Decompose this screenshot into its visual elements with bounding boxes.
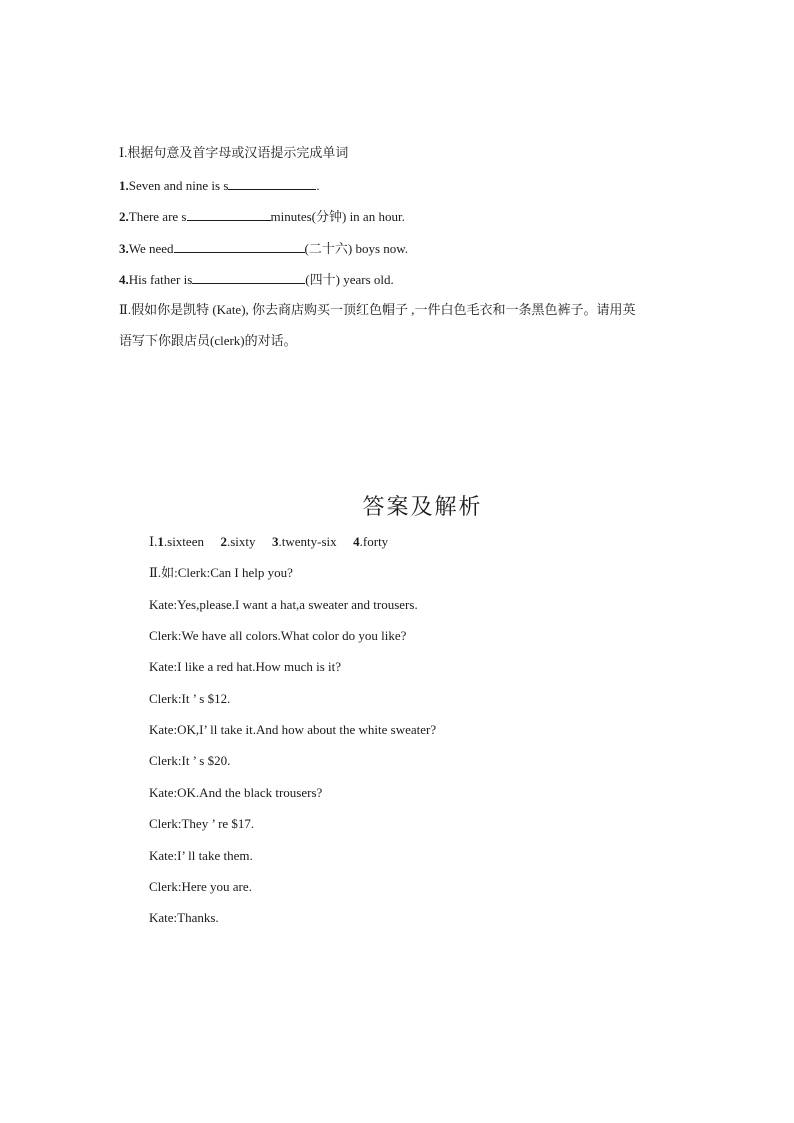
section1-header: Ⅰ.根据句意及首字母或汉语提示完成单词 <box>119 145 349 160</box>
question-text: (二十六) boys now. <box>304 241 409 256</box>
section2-prompt-line1: Ⅱ.假如你是凯特 (Kate), 你去商店购买一顶红色帽子 ,一件白色毛衣和一条黑色裤子。请用英 <box>119 302 636 317</box>
section2-prompt-line2: 语写下你跟店员(clerk)的对话。 <box>119 333 297 348</box>
answers-section2-first: Ⅱ.如:Clerk:Can I help you? <box>149 565 293 580</box>
dialogue-line: Kate:OK,I’ ll take it.And how about the white sweater? <box>149 722 437 737</box>
dialogue-line: Kate:I’ ll take them. <box>149 848 253 863</box>
dialogue-line: Kate:Yes,please.I want a hat,a sweater and trousers. <box>149 597 418 612</box>
answer-text: .forty <box>359 534 389 549</box>
question-text: Seven and nine is s <box>128 178 229 193</box>
question-text: His father is <box>128 272 193 287</box>
answer-number: 3 <box>272 534 279 549</box>
question-4 <box>119 269 394 289</box>
dialogue-line: Clerk:They ’ re $17. <box>149 816 255 831</box>
answers-section1 <box>149 533 388 551</box>
question-number: 3. <box>119 241 129 256</box>
answer-prefix: Ⅰ. <box>149 534 158 549</box>
answer-number: 2 <box>220 534 227 549</box>
answer-blank <box>192 269 305 284</box>
answer-text: .twenty-six <box>278 534 337 549</box>
answer-blank <box>187 206 271 221</box>
question-2 <box>119 206 405 226</box>
dialogue-line: Kate:OK.And the black trousers? <box>149 785 323 800</box>
question-number: 2. <box>119 209 129 224</box>
answer-text: .sixteen <box>163 534 204 549</box>
question-text: . <box>316 178 320 193</box>
answer-blank <box>174 238 305 253</box>
question-number: 1. <box>119 178 129 193</box>
question-1 <box>119 175 320 195</box>
dialogue-line: Kate:I like a red hat.How much is it? <box>149 659 342 674</box>
answer-number: 4 <box>353 534 360 549</box>
answer-number: 1 <box>157 534 164 549</box>
dialogue-line: Clerk:We have all colors.What color do you like? <box>149 628 407 643</box>
question-text: There are s <box>128 209 187 224</box>
question-text: We need <box>128 241 174 256</box>
answer-text: .sixty <box>226 534 256 549</box>
question-text: (四十) years old. <box>305 272 394 287</box>
dialogue-line: Clerk:It ’ s $20. <box>149 753 231 768</box>
question-3 <box>119 238 408 258</box>
dialogue-line: Kate:Thanks. <box>149 910 219 925</box>
dialogue-line: Clerk:It ’ s $12. <box>149 691 231 706</box>
dialogue-line: Clerk:Here you are. <box>149 879 252 894</box>
answer-blank <box>228 175 316 190</box>
question-number: 4. <box>119 272 129 287</box>
answers-title: 答案及解析 <box>362 495 483 520</box>
question-text: minutes(分钟) in an hour. <box>270 209 405 224</box>
